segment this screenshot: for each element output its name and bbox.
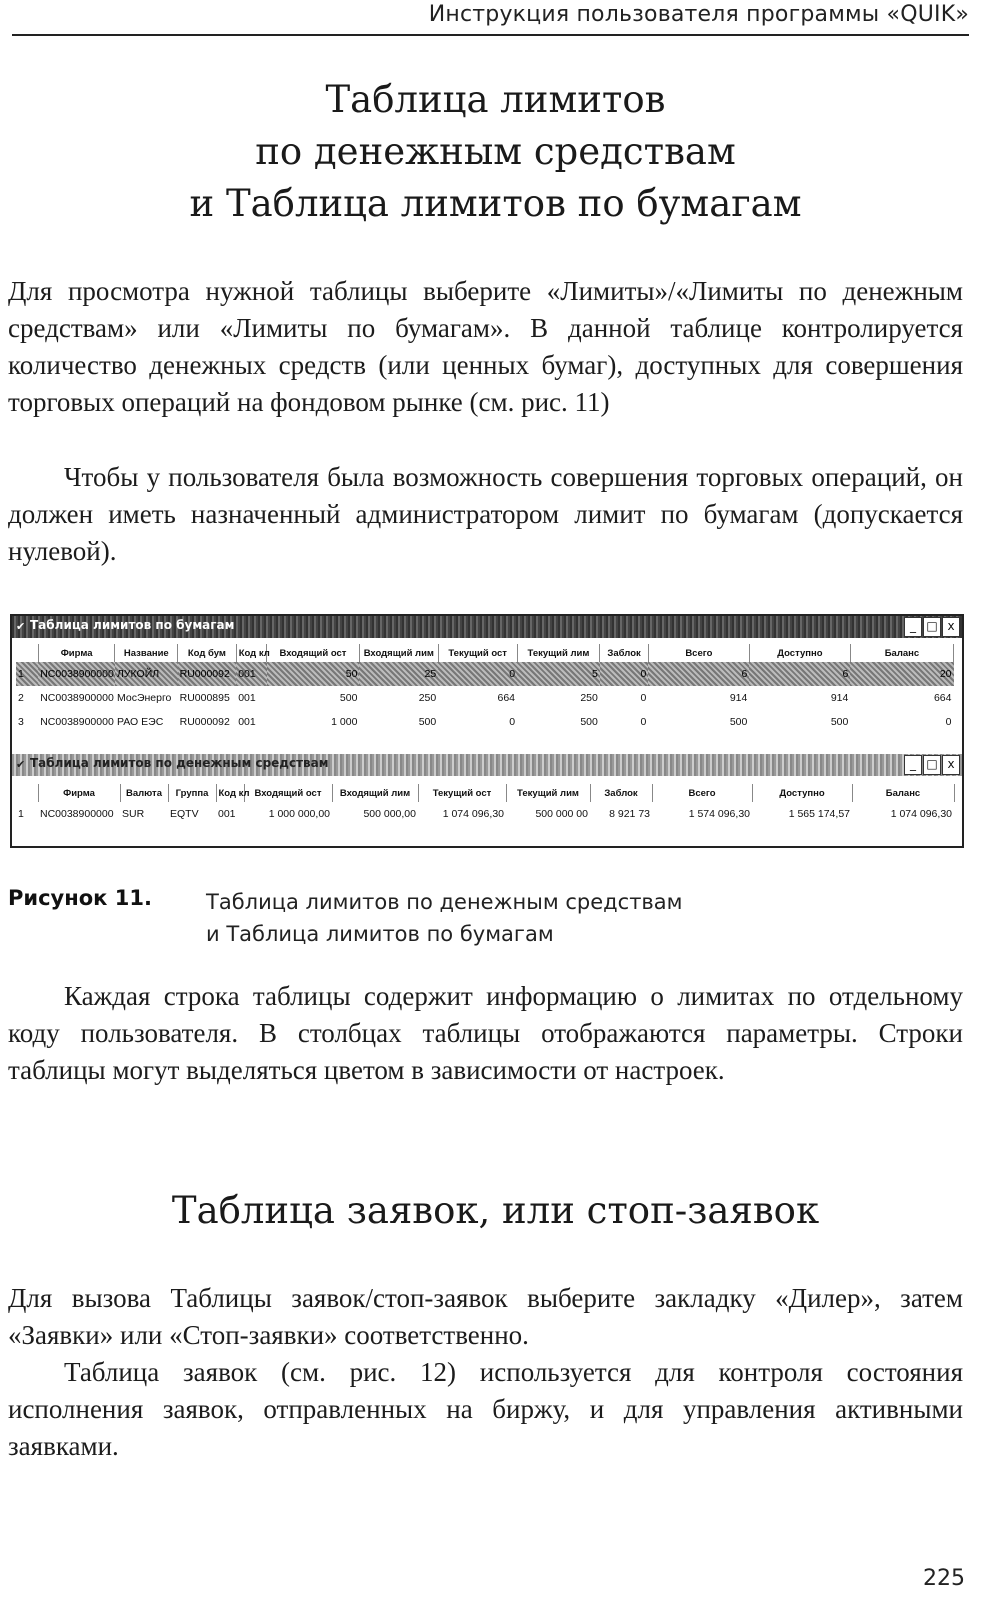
column-header[interactable]: Фирма [38, 644, 115, 662]
cell: 914 [830, 692, 849, 704]
cell: NC0038900000 [40, 692, 114, 704]
cell: 1 574 096,30 [688, 808, 750, 820]
cell: RU000895 [179, 692, 230, 704]
running-header: Инструкция пользователя программы «QUIK» [428, 2, 969, 27]
cell: 6 [648, 662, 749, 686]
column-header[interactable]: Название [115, 644, 178, 662]
cell: 50 [267, 662, 360, 686]
cell: 1 000 [331, 716, 358, 728]
paragraph-orders-purpose: Таблица заявок (см. рис. 12) используется для контроля состояния исполнения заявок, отправленных на биржу, и для управления активными заявками. [8, 1357, 963, 1461]
cell: 8 921 73 [609, 808, 650, 820]
cell: 0 [600, 662, 648, 686]
column-header[interactable]: Заблок [600, 644, 648, 662]
cell: 6 [749, 662, 850, 686]
cell: 5 [517, 662, 600, 686]
cell: 500 [729, 716, 748, 728]
cell: ЛУКОЙЛ [115, 662, 178, 686]
column-header[interactable]: Текущий лим [506, 784, 590, 802]
cell: 25 [359, 662, 438, 686]
title-line-1: Таблица лимитов [325, 78, 666, 121]
window-controls [904, 755, 960, 775]
cell: 20 [850, 662, 953, 686]
cell: 500 000 00 [535, 808, 588, 820]
cell: 500 000,00 [363, 808, 416, 820]
cell: 1 074 096,30 [890, 808, 952, 820]
table-row[interactable] [16, 686, 954, 710]
column-header[interactable]: Текущий лим [517, 644, 600, 662]
cell: RU000092 [178, 662, 237, 686]
cell: 0 [509, 716, 516, 728]
cell: 0 [640, 692, 647, 704]
cell: EQTV [170, 808, 199, 820]
figure-caption-text [206, 886, 846, 950]
column-header[interactable]: Баланс [850, 644, 953, 662]
figure-11-screenshot [10, 614, 964, 848]
cell: 250 [580, 692, 598, 704]
cell: 0 [438, 662, 517, 686]
cell: 1 565 174,57 [788, 808, 850, 820]
paragraph-limits-intro: Для просмотра нужной таблицы выберите «Лимиты»/«Лимиты по денежным средствам» или «Лимиты по бумагам». В данной таблице контролируется количество денежных средств (или ценных бумаг), доступных для совершения торговых операций на фондовом рынке (см. рис. 11) [8, 276, 963, 417]
maximize-button[interactable]: □ [923, 617, 941, 637]
window-title: Таблица лимитов по денежным средствам [30, 756, 329, 770]
cell: 664 [497, 692, 516, 704]
column-header[interactable]: Заблок [590, 784, 652, 802]
section-title-limits [0, 74, 991, 230]
column-header[interactable]: Входящий лим [359, 644, 438, 662]
page-number: 225 [923, 1566, 965, 1591]
column-header-index [16, 644, 38, 662]
row-index: 1 [18, 808, 24, 820]
cell: РАО ЕЭС [116, 716, 164, 728]
cell: NC0038900000 [40, 808, 114, 820]
minimize-button[interactable]: _ [904, 755, 922, 775]
window-title: Таблица лимитов по бумагам [30, 618, 235, 632]
column-header[interactable]: Баланс [852, 784, 954, 802]
securities-limits-table [16, 644, 954, 734]
column-header[interactable]: Код кл [216, 784, 244, 802]
paragraph-orders-open: Для вызова Таблицы заявок/стоп-заявок выберите закладку «Дилер», затем «Заявки» или «Стоп-заявки» соответственно. [8, 1283, 963, 1350]
column-header[interactable]: Текущий ост [438, 644, 517, 662]
column-header[interactable]: Входящий ост [244, 784, 332, 802]
cell: 1 074 096,30 [442, 808, 504, 820]
title-line-2: по денежным средствам [255, 130, 736, 173]
cell: NC0038900000 [38, 662, 115, 686]
cell: 0 [945, 716, 952, 728]
table-header-row [16, 644, 954, 662]
paragraph-limits-requirement: Чтобы у пользователя была возможность совершения торговых операций, он должен иметь назначенный администратором лимит по бумагам (допускается нулевой). [8, 462, 963, 566]
header-rule [12, 34, 969, 36]
table-icon: ✔ [16, 621, 26, 633]
table-icon: ✔ [16, 759, 26, 771]
column-header[interactable]: Всего [652, 784, 752, 802]
column-header-index [16, 784, 38, 802]
column-header[interactable]: Входящий лим [332, 784, 418, 802]
section-title-orders: Таблица заявок, или стоп-заявок [171, 1189, 820, 1232]
cell: 500 [339, 692, 358, 704]
column-header[interactable]: Группа [168, 784, 216, 802]
column-header[interactable]: Всего [648, 644, 749, 662]
money-limits-table [16, 784, 955, 826]
close-button[interactable]: x [942, 755, 960, 775]
column-header[interactable]: Текущий ост [418, 784, 506, 802]
row-index: 2 [18, 692, 24, 704]
cell: 250 [418, 692, 437, 704]
column-header[interactable]: Фирма [38, 784, 120, 802]
paragraph-rows-info: Каждая строка таблицы содержит информацию о лимитах по отдельному коду пользователя. В столбцах таблицы отображаются параметры. Строки таблицы могут выделяться цветом в зависимости от настроек. [8, 981, 963, 1085]
cell: NC0038900000 [40, 716, 114, 728]
window-titlebar[interactable] [12, 616, 962, 638]
cell: 500 [580, 716, 598, 728]
securities-limits-window [12, 616, 962, 756]
cell: RU000092 [179, 716, 230, 728]
caption-line-2: и Таблица лимитов по бумагам [206, 922, 554, 946]
cell: 1 000 000,00 [268, 808, 330, 820]
column-header[interactable]: Код бум [178, 644, 237, 662]
table-row[interactable] [16, 802, 954, 826]
column-header[interactable]: Доступно [749, 644, 850, 662]
cell: 914 [729, 692, 748, 704]
row-index: 3 [18, 716, 24, 728]
cell: 001 [238, 716, 256, 728]
maximize-button[interactable]: □ [923, 755, 941, 775]
table-row[interactable] [16, 662, 954, 686]
cell: 001 [238, 692, 256, 704]
close-button[interactable]: x [942, 617, 960, 637]
caption-line-1: Таблица лимитов по денежным средствам [206, 890, 683, 914]
figure-caption-label: Рисунок 11. [8, 886, 152, 910]
column-header[interactable]: Валюта [120, 784, 168, 802]
title-line-3: и Таблица лимитов по бумагам [189, 182, 802, 225]
cell: 500 [830, 716, 849, 728]
row-index: 1 [16, 662, 38, 686]
cell: 001 [236, 662, 266, 686]
cell: 500 [418, 716, 437, 728]
table-row[interactable] [16, 710, 954, 734]
cell: 001 [218, 808, 236, 820]
money-limits-window [12, 754, 962, 844]
column-header[interactable]: Доступно [752, 784, 852, 802]
window-controls [904, 617, 960, 637]
cell: 0 [640, 716, 647, 728]
minimize-button[interactable]: _ [904, 617, 922, 637]
column-header[interactable]: Входящий ост [267, 644, 360, 662]
cell: МосЭнерго [116, 692, 172, 704]
cell: SUR [122, 808, 145, 820]
table-header-row [16, 784, 954, 802]
cell: 664 [933, 692, 952, 704]
window-titlebar[interactable] [12, 754, 962, 776]
column-header[interactable]: Код кл [236, 644, 266, 662]
